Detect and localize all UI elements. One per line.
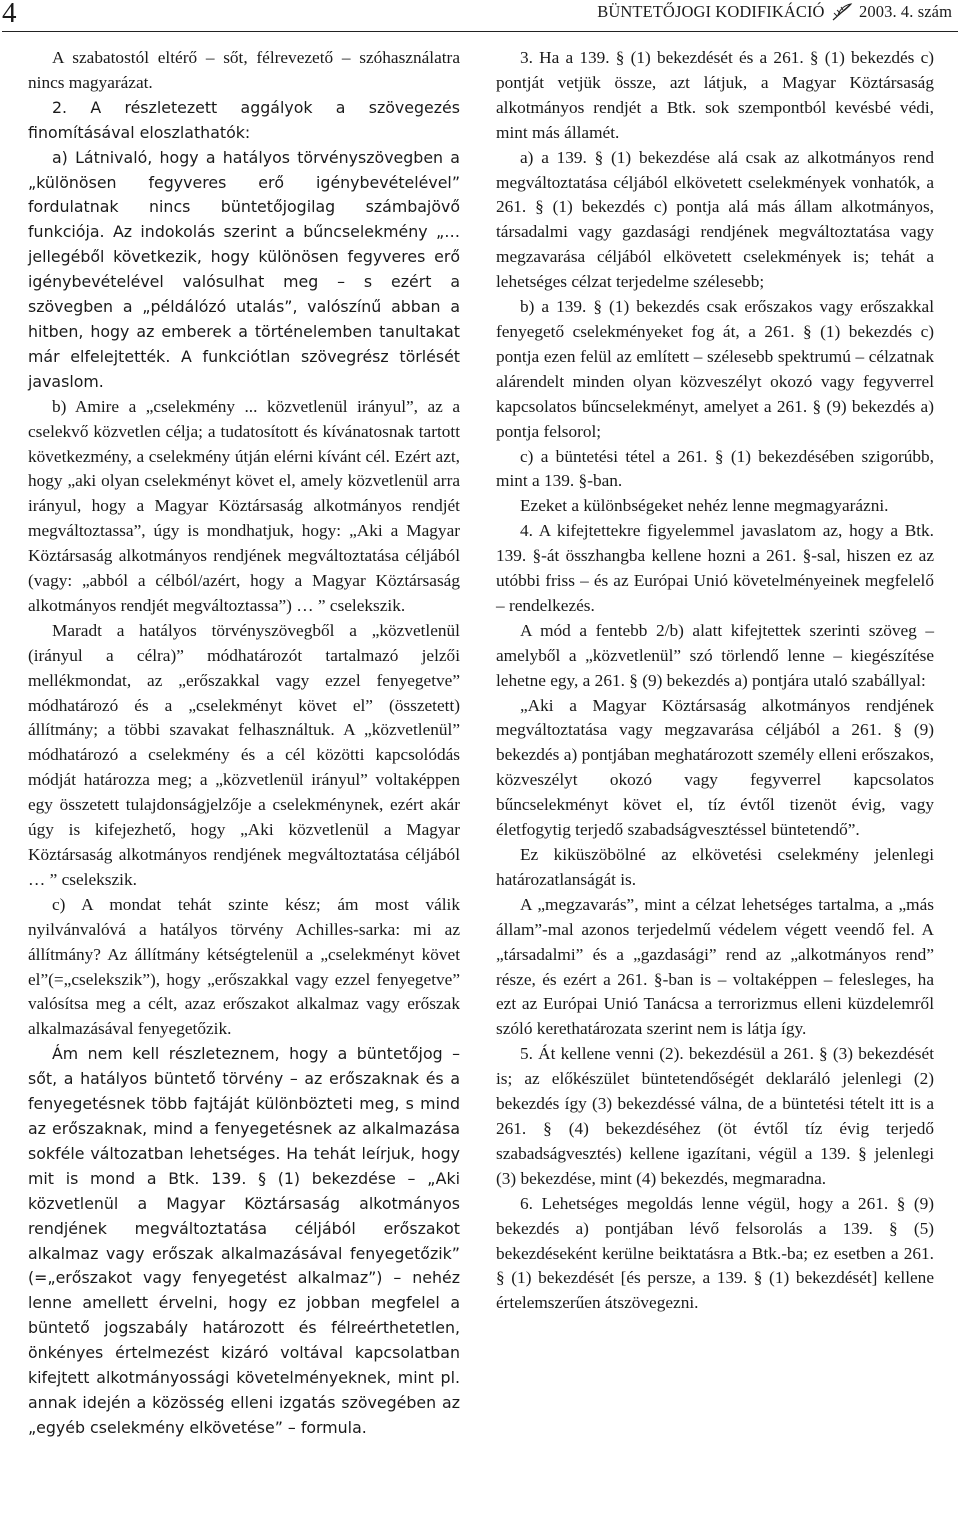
paragraph: Ám nem kell részleteznem, hogy a büntetőjog – sőt, a hatályos büntető törvény – az erőszaknak és a fenyegetésnek több fajtáját különbözteti meg, s mind az erőszaknak, mind a fenyegetésnek az alkalmazása sokféle változatban lehetséges. Ha tehát leírjuk, hogy mit is mond a Btk. 139. § (1) bekezdése – „Aki közvetlenül a Magyar Köztársaság alkotmányos rendjének megváltoztatása céljából erőszakot alkalmaz vagy erőszak alkalmazásával fenyegetőzik” (=„erőszakot vagy fenyegetést alkalmaz”) – nehéz lenne amellett érvelni, hogy ez jobban megfelel a büntető jogszabály határozott és félreérthetetlen, önkényes értelmezést kizáró voltával kapcsolatban kifejtett alkotmányossági követelményeknek, mint pl. annak idején a közösség elleni izgatás szövegében az „egyéb cselekmény elkövetése” – formula. <box>28 1044 460 1437</box>
page-header <box>0 0 960 34</box>
paragraph: a) a 139. § (1) bekezdése alá csak az alkotmányos rend megváltoztatása céljából elkövetett cselekmények vonhatók, a 261. § (1) bekezdés c) pontja alá más állam alkotmányos, társadalmi vagy gazdasági rendjének megváltoztatása vagy megzavarása céljából elkövetett cselekmények is; tehát a lehetséges célzat terjedelme szélesebb; <box>496 147 934 292</box>
paragraph: A „megzavarás”, mint a célzat lehetséges tartalma, a „más állam”-mal azonos terjedelmű védelem végett veendő fel. A „társadalmi” és a „gazdasági” rend az „alkotmányos rend” része, és ezért a 261. §-ban is – voltaképpen – felesleges, ha ezt az Európai Unió Tanácsa a terrorizmus elleni küzdelemről szóló kerethatározata szerint nem is látja így. <box>496 894 934 1039</box>
paragraph: b) Amire a „cselekmény ... közvetlenül irányul”, az a cselekvő közvetlen célja; a tudatosított és kívánatosnak tartott következmény, a cselekmény útján elérni kívánt cél. Ezért azt, hogy „aki olyan cselekményt követ el, amely közvetlenül arra irányul, hogy a Magyar Köztársaság alkotmányos rendjét megváltoztassa”, úgy is mondhatjuk, hogy: „Aki a Magyar Köztársaság alkotmányos rendjének megváltoztatása céljából (vagy: „abból a célból/azért, hogy a Magyar Köztársaság alkotmányos rendjét megváltoztassa”) … ” cselekszik. <box>28 396 460 615</box>
left-column <box>28 46 460 1441</box>
running-header <box>597 1 952 28</box>
paragraph: Ez kiküszöbölné az elkövetési cselekmény jelenlegi határozatlanságát is. <box>496 845 934 889</box>
paragraph: 3. Ha a 139. § (1) bekezdését és a 261. § (1) bekezdés c) pontját vetjük össze, azt látjuk, a Magyar Köztársaság alkotmányos rendjét a Btk. sok szempontból kevésbé védi, mint más államét. <box>496 48 934 142</box>
page-number: 4 <box>2 0 17 29</box>
paragraph: A szabatostól eltérő – sőt, félrevezető – szóhasználatra nincs magyarázat. <box>28 48 460 92</box>
paragraph: Ezeket a különbségeket nehéz lenne megmagyarázni. <box>520 496 889 516</box>
paragraph: c) a büntetési tétel a 261. § (1) bekezdésében szigorúbb, mint a 139. §-ban. <box>496 446 934 491</box>
paragraph: 4. A kifejtettekre figyelemmel javaslatom az, hogy a Btk. 139. §-át összhangba kellene hozni a 261. §-sal, hiszen ez az utóbbi friss – és az Európai Unió követelményeinek megfelelő – rendelkezés. <box>496 521 934 615</box>
issue-label: 2003. 4. szám <box>859 2 952 21</box>
paragraph: A mód a fentebb 2/b) alatt kifejtettek szerinti szöveg – amelyből a „közvetlenül” szó törlendő lenne – kiegészítése lehetne egy, a 261. § (9) bekezdés a) pontjára utaló szabállyal: <box>496 620 934 690</box>
header-divider <box>2 31 958 32</box>
paragraph: Maradt a hatályos törvényszövegből a „közvetlenül (irányul a célra)” módhatározót tartalmazó jelzői mellékmondat, az „erőszakkal vagy ezzel fenyegetve” módhatározó és a „cselekményt követ el” (összetett) állítmány; a többi szavakat felhasználtuk. A „közvetlenül” módhatározó a cselekmény és a cél közötti kapcsolódás módját határozza meg; a „közvetlenül irányul” voltaképpen egy összetett tulajdonságjelzője a cselekménynek, ezért akár úgy is kifejezhető, hogy „Aki közvetlenül a Magyar Köztársaság alkotmányos rendjének megváltoztatása céljából … ” cselekszik. <box>28 620 460 889</box>
paragraph: a) Látnivaló, hogy a hatályos törvényszövegben a „különösen fegyveres erő igénybevételével” fordulatnak nincs büntetőjogilag számbajövő funkciója. Az indokolás szerint a bűncselekmény „… jellegéből következik, hogy különösen fegyveres erő igénybevételével valósulhat meg – s ezért a szövegben a „példálózó utalás”, valószínű abban a hitben, hogy az emberek a történelemben tanultakat már elfelejtették. A funkciótlan szövegrész törlését javaslom. <box>28 147 460 391</box>
feather-ornament-icon <box>831 2 853 28</box>
journal-name: BÜNTETŐJOGI KODIFIKÁCIÓ <box>597 2 825 21</box>
paragraph: 5. Át kellene venni (2). bekezdésül a 261. § (3) bekezdését is; az előkészület büntetendőségét deklaráló jelenlegi (2) bekezdés így (3) bekezdéssé válna, de a büntetési tételt itt is a 261. § (4) bekezdéséhez (öt évtől tíz évig terjedő szabadságvesztés) kellene igazítani, végül a 139. § jelenlegi (3) bekezdése, mint (4) bekezdés, megmaradna. <box>496 1044 934 1188</box>
paragraph: „Aki a Magyar Köztársaság alkotmányos rendjének megváltoztatása vagy megzavarása céljából a 261. § (9) bekezdés a) pontjában meghatározott személy elleni erőszakos, közveszélyt okozó vagy fegyverrel kapcsolatos bűncselekményt követ el, tíz évtől tizenöt évig, vagy életfogytig terjedő szabadságvesztéssel büntetendő”. <box>496 695 934 840</box>
paragraph: c) A mondat tehát szinte kész; ám most válik nyilvánvalóvá a hatályos törvény Achilles-sarka: mi az állítmány? Az állítmány kétségtelenül a „cselekményt követ el”(=„cselekszik”), hogy „erőszakkal vagy ezzel fenyegetve” valósítsa meg a célt, azaz erőszakot alkalmaz vagy erőszak alkalmazásával fenyegetőzik. <box>28 894 460 1039</box>
right-column <box>496 46 934 1316</box>
paragraph: 2. A részletezett aggályok a szövegezés finomításával eloszlathatók: <box>28 97 460 142</box>
paragraph: 6. Lehetséges megoldás lenne végül, hogy a 261. § (9) bekezdés a) pontjában lévő felsorolás a 139. § (5) bekezdéseként kerülne beiktatásra a Btk.-ba; ez esetben a 261. § (1) bekezdését [és persze, a 139. § (1) bekezdését] kellene értelemszerűen átszövegezni. <box>496 1193 934 1313</box>
paragraph: b) a 139. § (1) bekezdés csak erőszakos vagy erőszakkal fenyegető cselekményeket fog át, a 261. § (1) bekezdés c) pontja ezen felül az említett – szélesebb spektrumú – célzatnak alárendelt minden olyan közveszélyt okozó vagy fegyverrel kapcsolatos bűncselekményt, amelyet a 261. § (9) bekezdés a) pontja felsorol; <box>496 297 934 441</box>
